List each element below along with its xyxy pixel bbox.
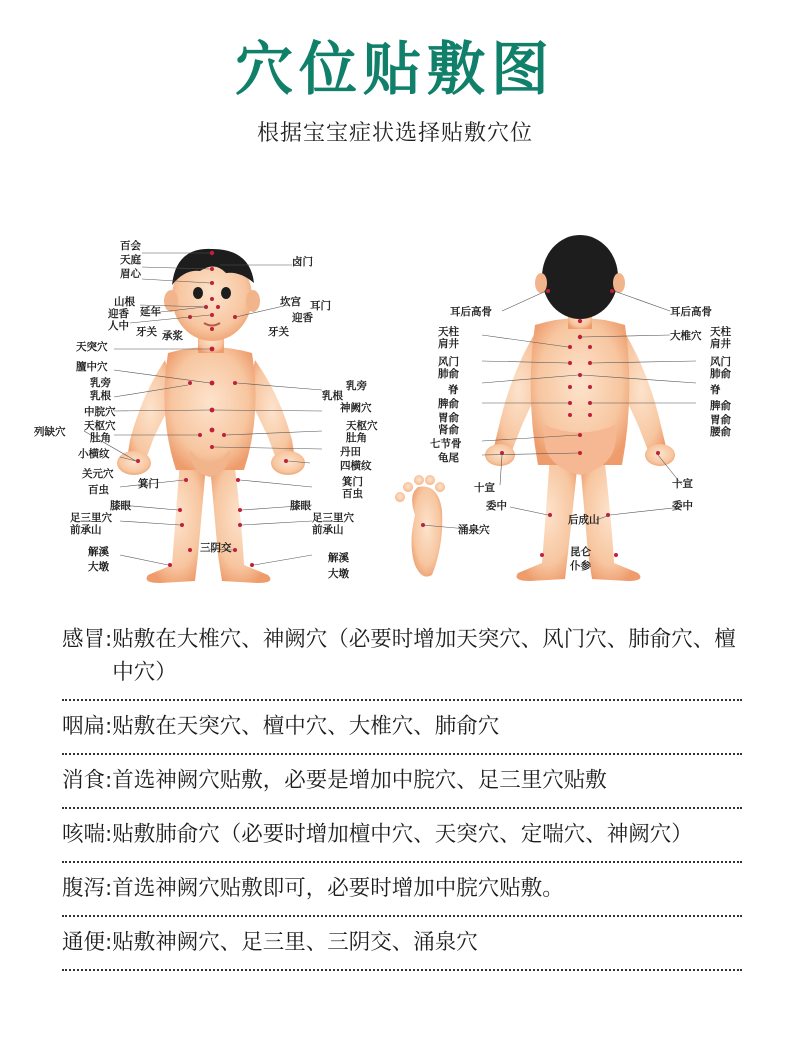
remedy-row [62,614,742,701]
label-guanyuan: 关元穴 [82,468,114,480]
label-baichong: 百虫 [88,484,109,496]
label-danzhong: 膻中穴 [76,361,108,373]
remedy-symptom: 咳喘: [62,822,113,847]
label-baichong-right: 百虫 [342,488,363,500]
label-zusanli-right: 足三里穴 [312,512,354,524]
label-dujiao: 肚角 [90,432,111,444]
label-lieque: 列缺穴 [34,426,66,438]
label-jimen-right: 箕门 [342,476,363,488]
label-fengmen-right: 风门 [710,356,731,368]
foot-sole-figure [395,475,445,577]
remedy-symptom: 咽扁: [62,714,113,739]
label-weishu-right: 胃俞 [710,414,731,426]
remedy-symptom: 腹泻: [62,876,113,901]
label-shenque: 神阙穴 [340,402,372,414]
label-xiaohengwen: 小横纹 [78,448,110,460]
label-rupang-right: 乳旁 [346,380,367,392]
label-dujiao-right: 肚角 [346,432,367,444]
label-shixuan-right: 十宣 [672,478,693,490]
label-meixin: 眉心 [120,268,141,280]
label-xiyan-right: 膝眼 [290,500,311,512]
label-yingxiang: 迎香 [108,308,129,320]
label-tianzhu: 天柱 [438,326,459,338]
label-erhougaogu-right: 耳后高骨 [670,306,712,318]
label-shenshu: 肾俞 [438,424,459,436]
label-shenshu-right: 腰俞 [710,426,731,438]
label-kangong: 坎宫 [280,296,301,308]
label-baihui: 百会 [120,240,141,252]
label-yaguan: 牙关 [136,326,157,338]
label-fengmen: 风门 [438,356,459,368]
label-qianchengshan-right: 前承山 [312,524,344,536]
remedy-symptom: 消食: [62,768,113,793]
page-subtitle: 根据宝宝症状选择贴敷穴位 [256,121,533,146]
remedy-symptom: 通便: [62,930,113,955]
label-zhongwan: 中脘穴 [84,406,116,418]
label-feishu-right: 肺俞 [710,368,731,380]
remedy-row [62,755,742,809]
label-guiwei: 龟尾 [438,452,459,464]
label-kunlun: 昆仑 [570,546,591,558]
label-ji: 脊 [448,384,459,396]
label-weizhong: 委中 [486,500,507,512]
remedy-instruction: 贴敷在大椎穴、神阙穴（必要时增加天突穴、风门穴、肺俞穴、檀中穴） [112,627,736,685]
label-feishu: 肺俞 [438,368,459,380]
label-tianshu: 天枢穴 [84,420,116,432]
label-ermen: 耳门 [310,300,331,312]
label-dadun: 大墩 [88,561,109,573]
label-ji-right: 脊 [710,384,721,396]
remedy-row [62,863,742,917]
label-chengjiang: 承浆 [162,330,183,342]
back-child-figure [485,235,675,581]
label-tianting: 天庭 [120,254,141,266]
label-jianjing-right: 肩井 [710,338,731,350]
label-jimen: 箕门 [138,478,159,490]
label-qijiegu: 七节骨 [430,438,462,450]
label-sihengwen: 四横纹 [340,460,372,472]
label-pishu-right: 脾俞 [710,400,731,412]
label-yongquan: 涌泉穴 [458,524,490,536]
remedy-instruction: 首选神阙穴贴敷，必要是增加中脘穴、足三里穴贴敷 [112,768,607,793]
label-weishu: 胃俞 [438,412,459,424]
label-dadun-right: 大墩 [328,568,349,580]
label-pushen: 仆参 [570,560,591,572]
label-yannian: 延年 [140,306,161,318]
label-weizhong-right: 委中 [672,500,693,512]
label-rugen-right: 乳根 [322,390,343,402]
label-xinmen: 卤门 [292,256,313,268]
label-renzhong: 人中 [108,320,129,332]
label-xiyan: 膝眼 [110,500,131,512]
remedy-row [62,701,742,755]
remedy-row [62,809,742,863]
label-dazhui: 大椎穴 [670,330,702,342]
remedy-instruction: 贴敷肺俞穴（必要时增加檀中穴、天突穴、定喘穴、神阙穴） [112,822,693,847]
remedy-symptom: 感冒: [62,627,113,652]
label-tiantu: 天突穴 [76,341,108,353]
label-qianchengshan: 前承山 [70,524,102,536]
acupoint-diagram [30,225,760,600]
label-pishu: 脾俞 [438,398,459,410]
label-tianzhu-right: 天柱 [710,326,731,338]
label-rupang: 乳旁 [90,377,111,389]
label-erhougaogu: 耳后高骨 [450,306,492,318]
label-jiexi: 解溪 [88,546,109,558]
label-yaguan-right: 牙关 [268,326,289,338]
label-rugen: 乳根 [90,390,111,402]
label-sanyinjiao: 三阴交 [200,542,232,554]
label-yingxiang-right: 迎香 [292,312,313,324]
remedy-instruction: 贴敷神阙穴、足三里、三阴交、涌泉穴 [112,930,478,955]
label-shixuan: 十宣 [474,482,495,494]
label-jianjing: 肩井 [438,338,459,350]
label-tianshu-right: 天枢穴 [346,420,378,432]
remedy-list [62,614,742,971]
page-title: 穴位贴敷图 [234,35,555,103]
label-zusanli: 足三里穴 [70,512,112,524]
label-jiexi-right: 解溪 [328,552,349,564]
remedy-instruction: 贴敷在天突穴、檀中穴、大椎穴、肺俞穴 [112,714,500,739]
label-shangen: 山根 [114,296,135,308]
label-dantian: 丹田 [340,446,361,458]
remedy-instruction: 首选神阙穴贴敷即可，必要时增加中脘穴贴敷。 [112,876,564,901]
label-houchengshan: 后成山 [568,514,600,526]
remedy-row [62,917,742,971]
